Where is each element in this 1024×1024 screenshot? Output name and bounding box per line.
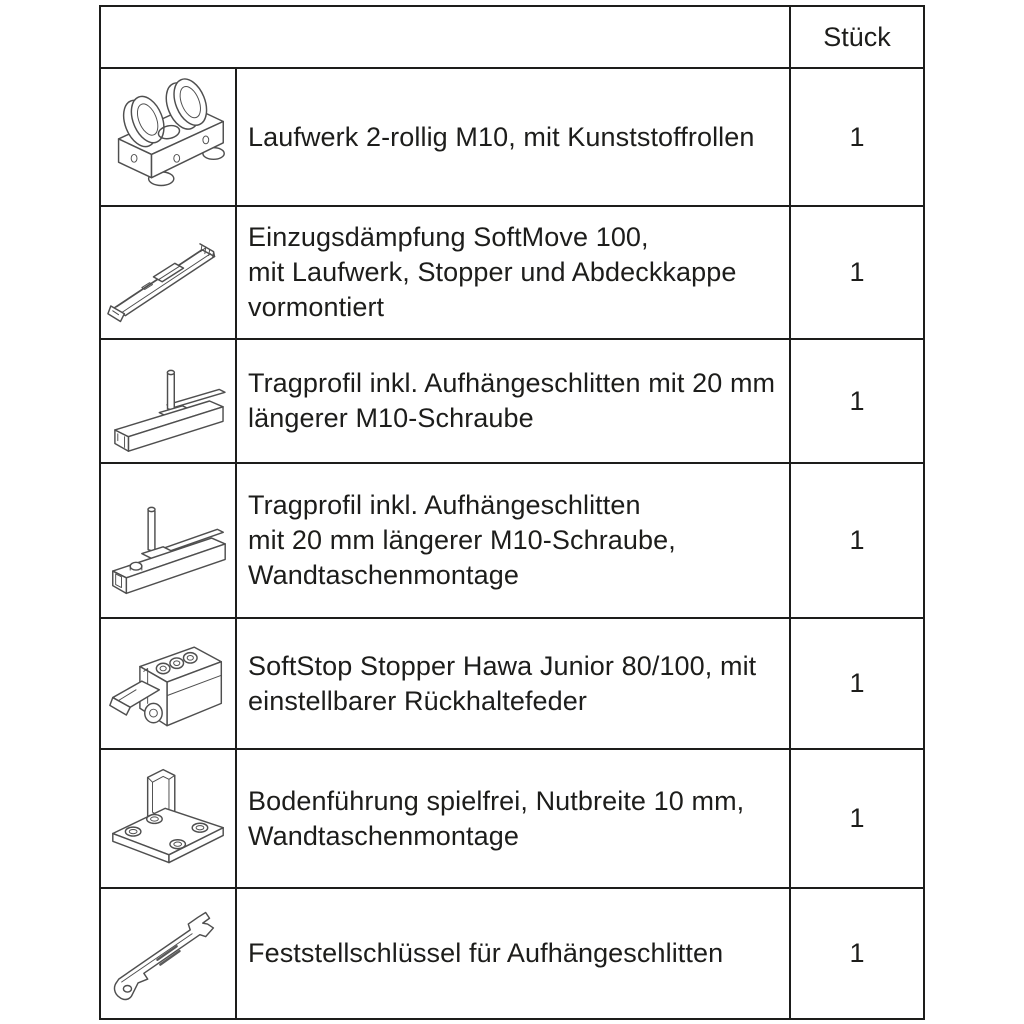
part-illustration-cell [101, 69, 235, 205]
description-line: Bodenführung spielfrei, Nutbreite 10 mm, [248, 785, 745, 816]
table-header-row [101, 7, 923, 67]
part-row-feststellschluessel [101, 887, 923, 1018]
part-qty: 1 [789, 340, 923, 462]
part-illustration-cell [101, 889, 235, 1018]
part-description [235, 750, 789, 887]
part-description [235, 69, 789, 205]
description-line: vormontiert [248, 292, 385, 322]
description-line: mit Laufwerk, Stopper und Abdeckkappe [248, 257, 737, 287]
part-description [235, 889, 789, 1018]
part-description [235, 340, 789, 462]
part-illustration-cell [101, 207, 235, 338]
trolley-two-rollers-icon [105, 78, 231, 196]
description-line: SoftStop Stopper Hawa Junior 80/100, mit [248, 650, 757, 681]
floor-guide-icon [105, 758, 231, 880]
description-line: Einzugsdämpfung SoftMove 100, [248, 222, 649, 252]
part-row-softstop [101, 617, 923, 748]
description-line: Feststellschlüssel für Aufhängeschlitten [248, 938, 724, 968]
part-qty: 1 [789, 69, 923, 205]
part-qty: 1 [789, 889, 923, 1018]
parts-table [99, 5, 925, 1020]
part-row-laufwerk [101, 67, 923, 205]
support-profile-with-bolt-icon [105, 345, 231, 457]
part-description [235, 464, 789, 617]
part-illustration-cell [101, 464, 235, 617]
locking-key-icon [105, 898, 231, 1010]
part-row-tragprofil [101, 338, 923, 462]
part-qty: 1 [789, 750, 923, 887]
part-illustration-cell [101, 750, 235, 887]
part-qty: 1 [789, 464, 923, 617]
description-line: Laufwerk 2-rollig M10, mit Kunststoffrollen [248, 121, 755, 152]
description-line: längerer M10-Schraube [248, 403, 534, 433]
part-row-bodenfuehrung [101, 748, 923, 887]
description-line: Tragprofil inkl. Aufhängeschlitten mit 20 mm [248, 368, 776, 398]
description-line: Wandtaschenmontage [248, 560, 519, 590]
part-illustration-cell [101, 619, 235, 748]
description-line: Wandtaschenmontage [248, 820, 519, 851]
description-line: einstellbarer Rückhaltefeder [248, 685, 587, 716]
part-description [235, 619, 789, 748]
part-qty: 1 [789, 619, 923, 748]
part-qty: 1 [789, 207, 923, 338]
softstop-stopper-icon [105, 625, 231, 743]
description-line: Tragprofil inkl. Aufhängeschlitten [248, 490, 641, 520]
part-row-einzugsdaempfung [101, 205, 923, 338]
support-profile-with-bolt-wall-pocket-icon [105, 476, 231, 606]
part-row-tragprofil-wandtasche [101, 462, 923, 617]
header-empty-cell [101, 7, 789, 67]
softmove-damper-icon [105, 214, 231, 332]
part-illustration-cell [101, 340, 235, 462]
qty-column-header: Stück [789, 7, 923, 67]
part-description [235, 207, 789, 338]
description-line: mit 20 mm längerer M10-Schraube, [248, 525, 676, 555]
